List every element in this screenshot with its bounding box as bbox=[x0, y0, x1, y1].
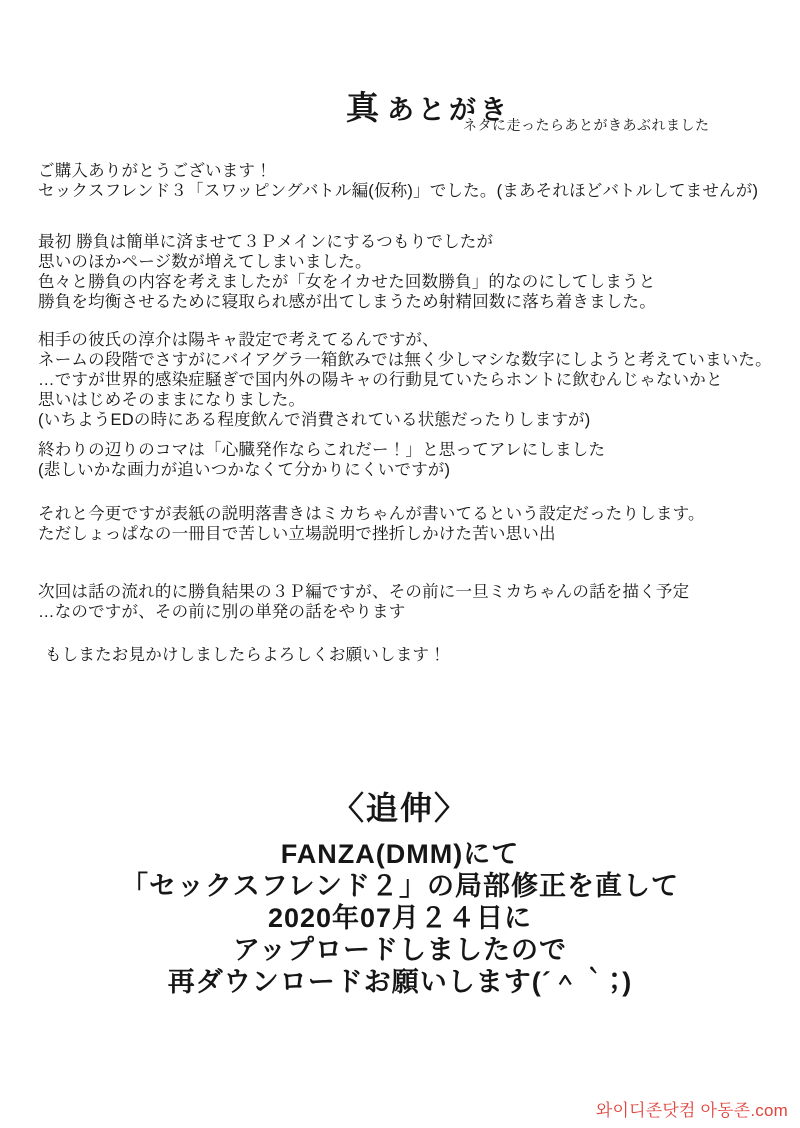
text-line: (悲しいかな画力が追いつかなくて分かりにくいですが) bbox=[38, 461, 451, 479]
postscript-line: FANZA(DMM)にて bbox=[280, 839, 520, 869]
text-line: 思いはじめそのままになりました。 bbox=[38, 391, 306, 409]
text-line: 最初 勝負は簡単に済ませて３Ｐメインにするつもりでしたが bbox=[38, 233, 494, 251]
postscript-heading: 〈追伸〉 bbox=[331, 790, 468, 826]
text-line: 終わりの辺りのコマは「心臓発作ならこれだー！」と思ってアレにしました bbox=[38, 441, 606, 459]
text-line: …ですが世界的感染症騒ぎで国内外の陽キャの行動見ていたらホントに飲むんじゃないかと bbox=[38, 371, 723, 389]
text-line: 相手の彼氏の淳介は陽キャ設定で考えてるんですが、 bbox=[38, 331, 439, 349]
text-line: 勝負を均衡させるために寝取られ感が出てしまうため射精回数に落ち着きました。 bbox=[38, 293, 656, 311]
text-line: それと今更ですが表紙の説明落書きはミカちゃんが書いてるという設定だったりします。 bbox=[38, 505, 705, 523]
postscript-line: アップロードしましたので bbox=[232, 935, 568, 965]
title-main: 真 bbox=[346, 89, 381, 126]
postscript-line: 再ダウンロードお願いします(´＾｀；) bbox=[167, 967, 633, 997]
paragraph-battle-plan bbox=[38, 232, 656, 312]
text-line: もしまたお見かけしましたらよろしくお願いします！ bbox=[45, 646, 446, 664]
text-line: ネームの段階でさすがにバイアグラ一箱飲みでは無く少しマシな数字にしようと考えていまいた。 bbox=[38, 351, 772, 369]
text-line: セックスフレンド３「スワッピングバトル編(仮称)」でした。(まあそれほどバトルしてませんが) bbox=[38, 182, 759, 200]
title-sub: あとがき bbox=[387, 95, 511, 125]
paragraph-character-setting bbox=[38, 330, 772, 430]
postscript-notice bbox=[0, 838, 800, 998]
page-subtitle: ネタに走ったらあとがきあぶれました bbox=[463, 117, 710, 133]
text-line: 次回は話の流れ的に勝負結果の３Ｐ編ですが、その前に一旦ミカちゃんの話を描く予定 bbox=[38, 583, 690, 601]
postscript-line: 2020年07月２４日に bbox=[267, 903, 533, 933]
paragraph-closing-greeting bbox=[45, 645, 446, 665]
paragraph-cover-note bbox=[38, 504, 705, 544]
site-watermark: 와이디존닷컴 아동존.com bbox=[595, 1101, 788, 1120]
text-line: ご購入ありがとうございます！ bbox=[38, 162, 272, 180]
text-line: (いちようEDの時にある程度飲んで消費されている状態だったりしますが) bbox=[38, 411, 591, 429]
paragraph-next-work bbox=[38, 582, 689, 622]
paragraph-ending-panel bbox=[38, 440, 605, 480]
text-line: 色々と勝負の内容を考えましたが「女をイカせた回数勝負」的なのにしてしまうと bbox=[38, 273, 656, 291]
text-line: 思いのほかページ数が増えてしまいました。 bbox=[38, 253, 372, 271]
text-line: ただしょっぱなの一冊目で苦しい立場説明で挫折しかけた苦い思い出 bbox=[38, 525, 556, 543]
text-line: …なのですが、その前に別の単発の話をやります bbox=[38, 603, 406, 621]
paragraph-thanks bbox=[38, 161, 758, 201]
postscript-line: 「セックスフレンド２」の局部修正を直して bbox=[121, 871, 679, 901]
